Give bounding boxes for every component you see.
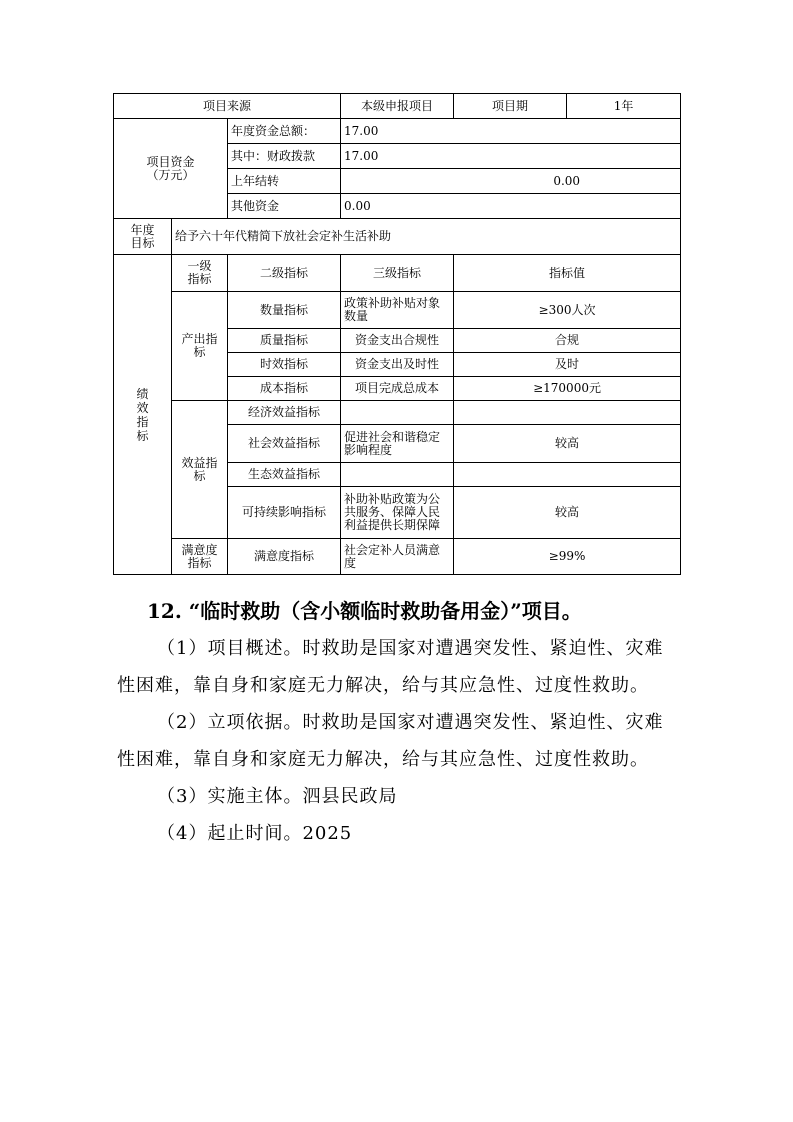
level3-cell [341, 401, 454, 425]
source-label: 项目来源 [114, 94, 341, 119]
funds-label: 项目资金 （万元） [114, 119, 228, 219]
value-cell: ≥300人次 [454, 292, 681, 329]
goal-value: 给予六十年代精简下放社会定补生活补助 [172, 219, 681, 255]
goal-label: 年度 目标 [114, 219, 172, 255]
benefit-label: 效益指 标 [172, 401, 228, 539]
paragraph: （2）立项依据。时救助是国家对遭遇突发性、紧迫性、灾难性困难，靠自身和家庭无力解决，给与其应急性、过度性救助。 [117, 712, 664, 770]
paragraph: （4）起止时间。2025 [157, 823, 353, 844]
funds-item-value: 17.00 [341, 119, 681, 144]
satisfaction-label: 满意度 指标 [172, 539, 228, 575]
level3-cell: 社会定补人员满意 度 [341, 539, 454, 575]
paragraph: （1）项目概述。时救助是国家对遭遇突发性、紧迫性、灾难性困难，靠自身和家庭无力解决，给与其应急性、过度性救助。 [117, 638, 664, 696]
level3-cell: 资金支出及时性 [341, 353, 454, 377]
output-label: 产出指 标 [172, 292, 228, 401]
funds-item-value: 0.00 [341, 194, 681, 219]
header-level2: 二级指标 [228, 255, 341, 292]
level2-cell: 经济效益指标 [228, 401, 341, 425]
level2-cell: 生态效益指标 [228, 463, 341, 487]
funds-item-value: 17.00 [341, 144, 681, 169]
header-value: 指标值 [454, 255, 681, 292]
header-level1: 一级 指标 [172, 255, 228, 292]
value-cell: 及时 [454, 353, 681, 377]
level3-cell: 资金支出合规性 [341, 329, 454, 353]
funds-item-label: 上年结转 [228, 169, 341, 194]
value-cell [454, 463, 681, 487]
level2-cell: 质量指标 [228, 329, 341, 353]
level2-cell: 社会效益指标 [228, 425, 341, 463]
value-cell [454, 401, 681, 425]
level2-cell: 时效指标 [228, 353, 341, 377]
level2-cell: 数量指标 [228, 292, 341, 329]
level3-cell [341, 463, 454, 487]
header-level3: 三级指标 [341, 255, 454, 292]
perf-label: 绩效指标 [114, 255, 172, 575]
funds-item-value: 0.00 [341, 169, 681, 194]
level3-cell: 促进社会和谐稳定 影响程度 [341, 425, 454, 463]
level3-cell: 项目完成总成本 [341, 377, 454, 401]
value-cell: 合规 [454, 329, 681, 353]
funds-item-label: 年度资金总额： [228, 119, 341, 144]
level2-cell: 满意度指标 [228, 539, 341, 575]
paragraph: （3）实施主体。泗县民政局 [157, 786, 398, 807]
value-cell: ≥170000元 [454, 377, 681, 401]
period-label: 项目期 [454, 94, 567, 119]
source-value: 本级申报项目 [341, 94, 454, 119]
level2-cell: 可持续影响指标 [228, 487, 341, 539]
value-cell: 较高 [454, 425, 681, 463]
level3-cell: 补助补贴政策为公 共服务、保障人民 利益提供长期保障 [341, 487, 454, 539]
value-cell: ≥99% [454, 539, 681, 575]
value-cell: 较高 [454, 487, 681, 539]
funds-item-label: 其他资金 [228, 194, 341, 219]
document-body [117, 593, 677, 852]
funds-item-label: 其中：财政拨款 [228, 144, 341, 169]
project-info-table [113, 93, 681, 575]
period-value: 1年 [567, 94, 681, 119]
section-heading: 12. “临时救助（含小额临时救助备用金）”项目。 [147, 599, 582, 623]
level2-cell: 成本指标 [228, 377, 341, 401]
level3-cell: 政策补助补贴对象 数量 [341, 292, 454, 329]
